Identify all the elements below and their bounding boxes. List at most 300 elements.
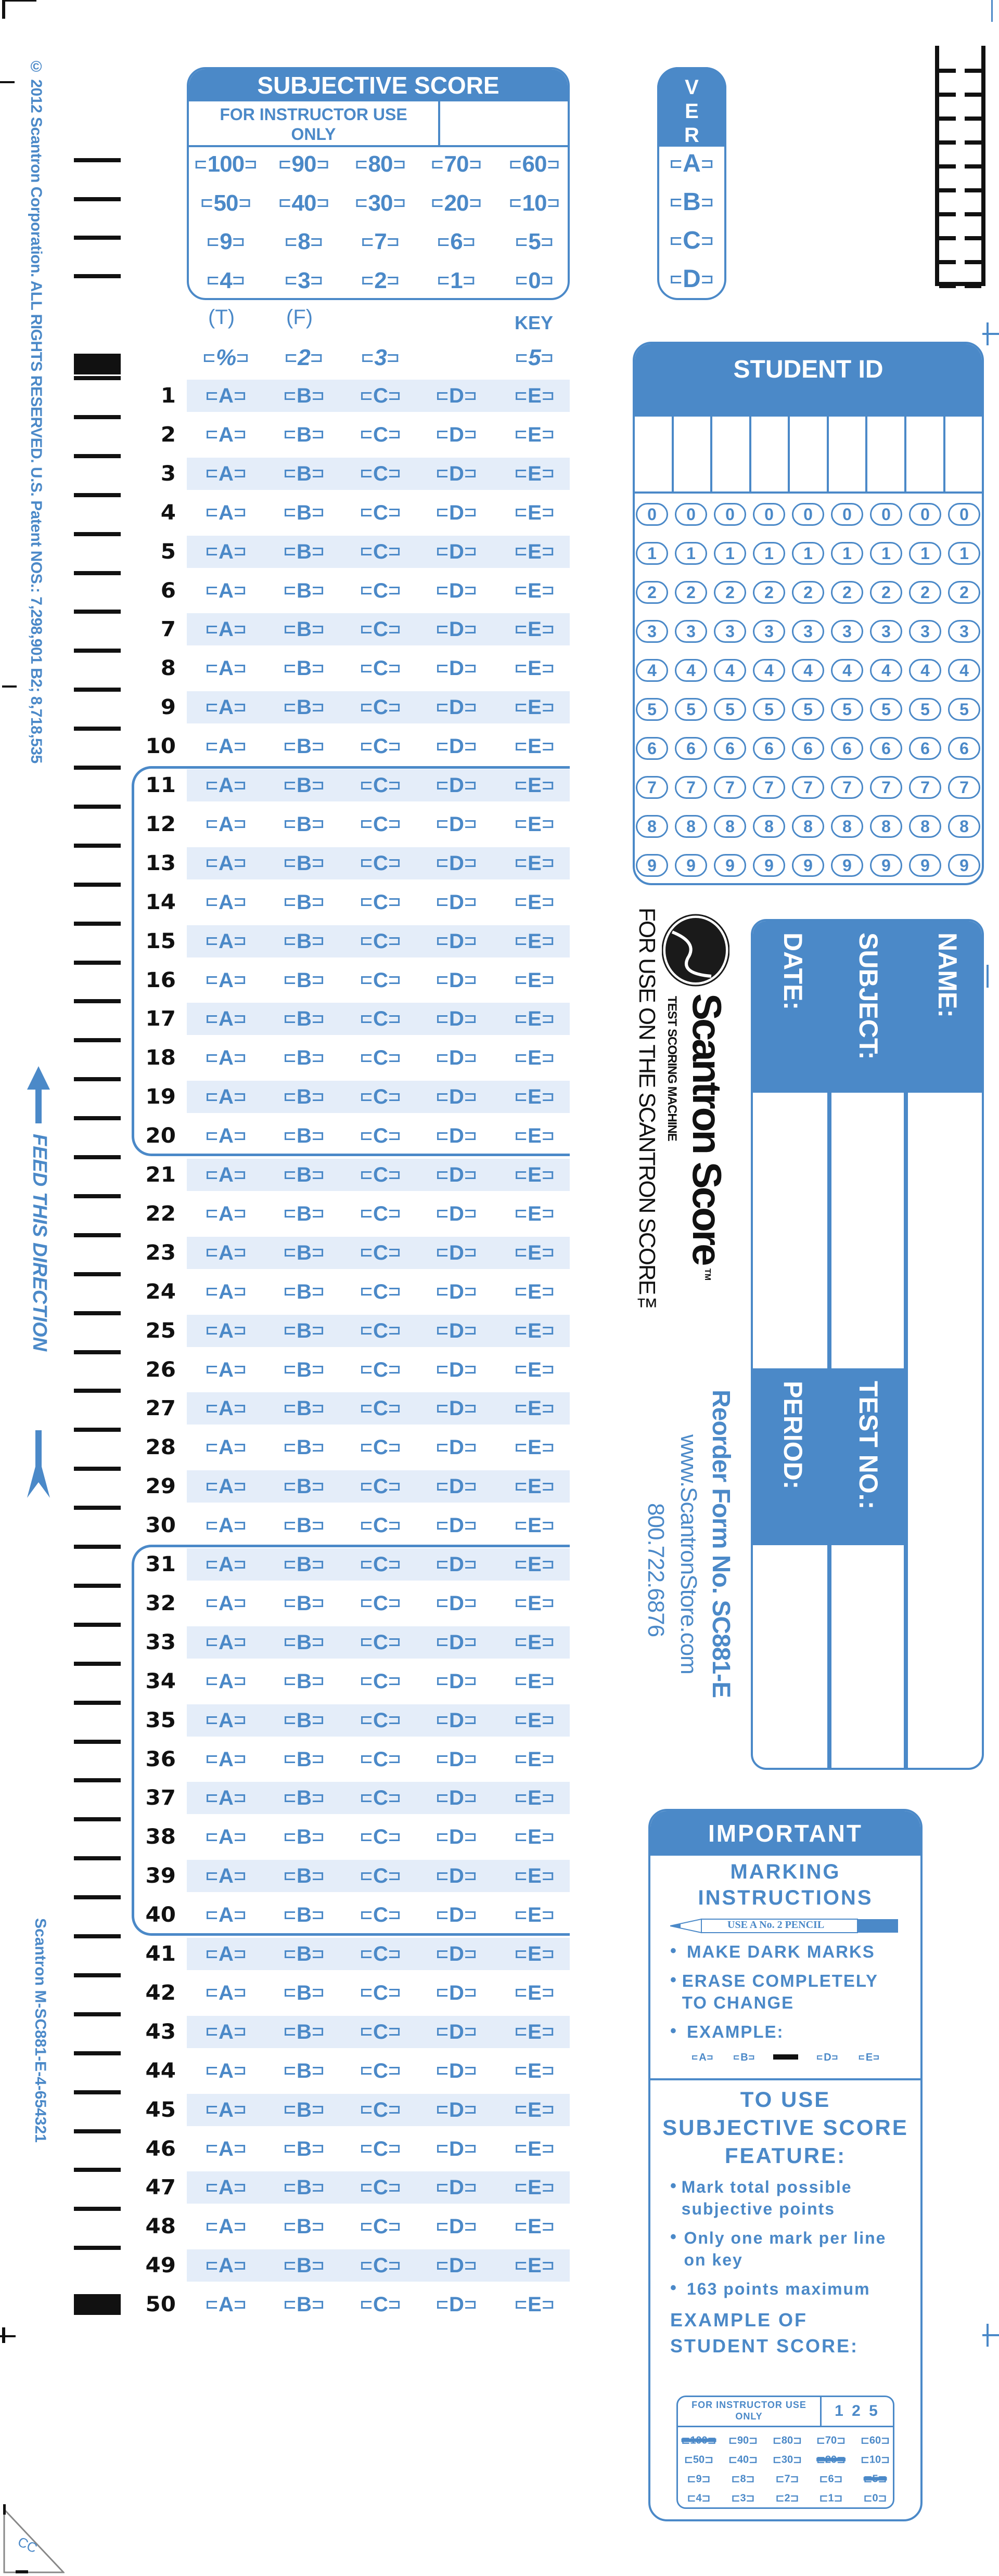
student-id-write-box[interactable] <box>829 416 868 491</box>
student-id-bubble-6[interactable]: 6 <box>792 737 824 760</box>
answer-7-C[interactable] <box>361 619 400 640</box>
student-id-write-box[interactable] <box>751 416 790 491</box>
answer-25-E[interactable] <box>516 1321 553 1341</box>
ladder-rung <box>965 188 981 192</box>
student-id-bubble-0[interactable]: 0 <box>831 503 863 526</box>
subjective-bubble-2[interactable] <box>362 269 398 292</box>
student-id-bubble-8[interactable]: 8 <box>909 815 941 838</box>
ladder-rung <box>965 93 981 97</box>
subjective-bubble-3[interactable] <box>286 269 322 292</box>
student-id-bubble-7[interactable]: 7 <box>870 776 902 799</box>
student-id-bubble-4[interactable]: 4 <box>636 659 668 682</box>
student-id-write-box[interactable] <box>674 416 713 491</box>
student-id-write-box[interactable] <box>945 416 982 491</box>
timing-mark <box>74 2207 121 2211</box>
answer-28-E[interactable] <box>516 1437 553 1458</box>
answer-4-D[interactable] <box>437 502 476 523</box>
date-field[interactable] <box>753 1093 827 1368</box>
answer-42-D[interactable] <box>437 1983 476 2003</box>
student-id-bubble-1[interactable]: 1 <box>870 542 902 565</box>
answer-26-A[interactable] <box>207 1360 245 1380</box>
answer-29-B[interactable] <box>285 1476 323 1497</box>
student-id-bubble-7[interactable]: 7 <box>675 776 707 799</box>
answer-46-D[interactable] <box>437 2139 476 2159</box>
student-id-bubble-1[interactable]: 1 <box>675 542 707 565</box>
answer-8-C[interactable] <box>361 658 400 679</box>
name-field[interactable] <box>908 1093 984 1769</box>
answer-21-E[interactable] <box>516 1164 553 1185</box>
answer-49-D[interactable] <box>437 2255 476 2276</box>
student-id-bubble-2[interactable]: 2 <box>636 581 668 604</box>
answer-41-E[interactable] <box>516 1944 553 1964</box>
student-id-bubble-9[interactable]: 9 <box>870 854 902 877</box>
answer-50-B[interactable] <box>285 2294 323 2315</box>
answer-45-B[interactable] <box>285 2100 323 2120</box>
student-id-bubble-5[interactable]: 5 <box>909 698 941 721</box>
subjective-total-field[interactable] <box>440 101 568 145</box>
subjective-bubble-6[interactable] <box>438 230 474 253</box>
student-id-bubble-3[interactable]: 3 <box>909 620 941 643</box>
ladder-rung <box>965 284 981 288</box>
student-id-bubble-2[interactable]: 2 <box>948 581 980 604</box>
answer-48-D[interactable] <box>437 2216 476 2237</box>
answer-44-A[interactable] <box>207 2061 245 2081</box>
answer-9-C[interactable] <box>361 697 400 718</box>
student-id-bubble-2[interactable]: 2 <box>675 581 707 604</box>
answer-29-E[interactable] <box>516 1476 553 1497</box>
answer-47-E[interactable] <box>516 2177 553 2198</box>
student-id-bubble-8[interactable]: 8 <box>948 815 980 838</box>
answer-41-D[interactable] <box>437 1944 476 1964</box>
answer-44-C[interactable] <box>361 2061 400 2081</box>
student-id-bubble-4[interactable]: 4 <box>714 659 746 682</box>
answer-21-B[interactable] <box>285 1164 323 1185</box>
student-id-bubble-4[interactable]: 4 <box>948 659 980 682</box>
answer-39-D-label: D <box>449 1865 464 1888</box>
answer-7-A[interactable] <box>207 619 245 640</box>
answer-43-B[interactable] <box>285 2022 323 2042</box>
answer-3-A[interactable] <box>207 463 245 484</box>
student-id-bubble-0[interactable]: 0 <box>948 503 980 526</box>
answer-1-A[interactable] <box>207 385 245 406</box>
bubble-bracket-right <box>749 2055 754 2060</box>
student-id-bubble-8[interactable]: 8 <box>675 815 707 838</box>
student-id-bubble-1[interactable]: 1 <box>792 542 824 565</box>
version-bubble-D[interactable] <box>671 267 712 292</box>
student-id-bubble-8[interactable]: 8 <box>753 815 785 838</box>
answer-44-D[interactable] <box>437 2061 476 2081</box>
student-id-bubble-5[interactable]: 5 <box>831 698 863 721</box>
answer-30-D[interactable] <box>437 1515 476 1536</box>
subjective-bubble-7[interactable] <box>362 230 398 253</box>
answer-6-C[interactable] <box>361 580 400 601</box>
student-id-bubble-3[interactable]: 3 <box>831 620 863 643</box>
student-id-bubble-6[interactable]: 6 <box>636 737 668 760</box>
answer-10-D[interactable] <box>437 736 476 757</box>
student-id-write-box[interactable] <box>790 416 829 491</box>
answer-42-E[interactable] <box>516 1983 553 2003</box>
answer-30-E[interactable] <box>516 1515 553 1536</box>
student-id-bubble-6[interactable]: 6 <box>831 737 863 760</box>
answer-28-D[interactable] <box>437 1437 476 1458</box>
example-bubble-E[interactable] <box>859 2052 879 2063</box>
answer-1-C[interactable] <box>361 385 400 406</box>
student-id-bubble-8[interactable]: 8 <box>714 815 746 838</box>
answer-50-E[interactable] <box>516 2294 553 2315</box>
answer-3-E[interactable] <box>516 463 553 484</box>
answer-43-E[interactable] <box>516 2022 553 2042</box>
answer-7-D[interactable] <box>437 619 476 640</box>
period-field[interactable] <box>753 1545 827 1769</box>
answer-2-A[interactable] <box>207 424 245 445</box>
answer-25-C[interactable] <box>361 1321 400 1341</box>
student-id-bubble-1[interactable]: 1 <box>753 542 785 565</box>
answer-5-C[interactable] <box>361 541 400 562</box>
student-id-bubble-9[interactable]: 9 <box>831 854 863 877</box>
answer-5-D[interactable] <box>437 541 476 562</box>
answer-5-A[interactable] <box>207 541 245 562</box>
answer-45-C[interactable] <box>361 2100 400 2120</box>
answer-4-A[interactable] <box>207 502 245 523</box>
bubble-bracket-left <box>362 238 373 246</box>
answer-48-C[interactable] <box>361 2216 400 2237</box>
student-id-bubble-2[interactable]: 2 <box>753 581 785 604</box>
student-id-bubble-3[interactable]: 3 <box>792 620 824 643</box>
answer-9-A[interactable] <box>207 697 245 718</box>
subjective-bubble-9[interactable] <box>208 230 244 253</box>
student-id-bubble-5[interactable]: 5 <box>636 698 668 721</box>
subjective-bubble-60[interactable] <box>510 153 559 176</box>
student-id-bubble-2[interactable]: 2 <box>909 581 941 604</box>
key-bubble-4[interactable] <box>516 346 552 369</box>
student-id-bubble-4[interactable]: 4 <box>675 659 707 682</box>
subjective-bubble-0[interactable] <box>516 269 552 292</box>
version-bubble-C[interactable] <box>671 228 712 253</box>
student-id-bubble-6[interactable]: 6 <box>753 737 785 760</box>
student-id-bubble-3[interactable]: 3 <box>714 620 746 643</box>
student-id-bubble-6[interactable]: 6 <box>909 737 941 760</box>
answer-3-B[interactable] <box>285 463 323 484</box>
answer-9-B[interactable] <box>285 697 323 718</box>
answer-30-A[interactable] <box>207 1515 245 1536</box>
answer-1-E[interactable] <box>516 385 553 406</box>
answer-49-A[interactable] <box>207 2255 245 2276</box>
student-id-bubble-0[interactable]: 0 <box>792 503 824 526</box>
answer-27-E[interactable] <box>516 1398 553 1419</box>
answer-27-D[interactable] <box>437 1398 476 1419</box>
answer-8-B[interactable] <box>285 658 323 679</box>
student-id-bubble-9[interactable]: 9 <box>948 854 980 877</box>
answer-27-A[interactable] <box>207 1398 245 1419</box>
answer-1-B[interactable] <box>285 385 323 406</box>
answer-4-B[interactable] <box>285 502 323 523</box>
answer-47-C[interactable] <box>361 2177 400 2198</box>
student-id-bubble-2[interactable]: 2 <box>792 581 824 604</box>
answer-43-D[interactable] <box>437 2022 476 2042</box>
answer-22-C[interactable] <box>361 1203 400 1224</box>
answer-6-D[interactable] <box>437 580 476 601</box>
answer-7-B[interactable] <box>285 619 323 640</box>
student-id-bubble-4[interactable]: 4 <box>792 659 824 682</box>
answer-24-C[interactable] <box>361 1281 400 1302</box>
answer-5-E[interactable] <box>516 541 553 562</box>
answer-30-C[interactable] <box>361 1515 400 1536</box>
student-id-bubble-9[interactable]: 9 <box>753 854 785 877</box>
answer-46-E[interactable] <box>516 2139 553 2159</box>
answer-25-D[interactable] <box>437 1321 476 1341</box>
example-bubble-D[interactable] <box>817 2052 837 2063</box>
answer-24-A[interactable] <box>207 1281 245 1302</box>
student-id-bubble-4[interactable]: 4 <box>870 659 902 682</box>
subjective-bubble-70[interactable] <box>432 153 481 176</box>
subjective-bubble-80[interactable] <box>356 153 405 176</box>
subjective-bubble-90[interactable] <box>280 153 328 176</box>
student-id-bubble-7[interactable]: 7 <box>831 776 863 799</box>
answer-6-B[interactable] <box>285 580 323 601</box>
student-id-bubble-5[interactable]: 5 <box>675 698 707 721</box>
answer-45-D[interactable] <box>437 2100 476 2120</box>
answer-22-A[interactable] <box>207 1203 245 1224</box>
answer-41-B[interactable] <box>285 1944 323 1964</box>
student-id-bubble-6[interactable]: 6 <box>714 737 746 760</box>
answer-24-D[interactable] <box>437 1281 476 1302</box>
student-id-bubble-3[interactable]: 3 <box>675 620 707 643</box>
bubble-bracket-left <box>437 587 447 594</box>
answer-4-E[interactable] <box>516 502 553 523</box>
student-id-bubble-0[interactable]: 0 <box>909 503 941 526</box>
answer-4-C[interactable] <box>361 502 400 523</box>
student-id-bubble-4[interactable]: 4 <box>909 659 941 682</box>
answer-46-A[interactable] <box>207 2139 245 2159</box>
answer-41-A[interactable] <box>207 1944 245 1964</box>
answer-3-C[interactable] <box>361 463 400 484</box>
answer-43-A[interactable] <box>207 2022 245 2042</box>
student-id-bubble-5[interactable]: 5 <box>870 698 902 721</box>
student-id-bubble-6[interactable]: 6 <box>675 737 707 760</box>
student-id-bubble-2[interactable]: 2 <box>831 581 863 604</box>
test-no-field[interactable] <box>831 1545 904 1769</box>
subjective-bubble-5[interactable] <box>516 230 552 253</box>
answer-29-D[interactable] <box>437 1476 476 1497</box>
answer-48-B[interactable] <box>285 2216 323 2237</box>
subjective-bubble-4-label: 4 <box>220 267 232 293</box>
key-bubble-2[interactable] <box>362 346 398 369</box>
subjective-bubble-1[interactable] <box>438 269 474 292</box>
student-id-bubble-2[interactable]: 2 <box>714 581 746 604</box>
student-id-bubble-0[interactable]: 0 <box>753 503 785 526</box>
example-bubble-A[interactable] <box>692 2052 712 2063</box>
answer-22-B[interactable] <box>285 1203 323 1224</box>
timing-mark <box>74 1350 121 1354</box>
student-id-bubble-8[interactable]: 8 <box>831 815 863 838</box>
student-id-bubble-5[interactable]: 5 <box>948 698 980 721</box>
student-id-bubble-1[interactable]: 1 <box>636 542 668 565</box>
subject-field[interactable] <box>831 1093 904 1368</box>
answer-21-D[interactable] <box>437 1164 476 1185</box>
answer-42-B[interactable] <box>285 1983 323 2003</box>
answer-23-C[interactable] <box>361 1242 400 1263</box>
student-id-bubble-9[interactable]: 9 <box>792 854 824 877</box>
subjective-bubble-100[interactable] <box>196 153 256 176</box>
student-id-bubble-1[interactable]: 1 <box>948 542 980 565</box>
answer-41-C[interactable] <box>361 1944 400 1964</box>
answer-6-E[interactable] <box>516 580 553 601</box>
student-id-bubble-8[interactable]: 8 <box>792 815 824 838</box>
answer-3-D[interactable] <box>437 463 476 484</box>
answer-27-C[interactable] <box>361 1398 400 1419</box>
answer-25-B[interactable] <box>285 1321 323 1341</box>
student-id-bubble-7[interactable]: 7 <box>909 776 941 799</box>
answer-29-A[interactable] <box>207 1476 245 1497</box>
answer-22-D[interactable] <box>437 1203 476 1224</box>
answer-48-E[interactable] <box>516 2216 553 2237</box>
student-id-bubble-7[interactable]: 7 <box>636 776 668 799</box>
answer-44-B[interactable] <box>285 2061 323 2081</box>
answer-50-A[interactable] <box>207 2294 245 2315</box>
student-id-bubble-0[interactable]: 0 <box>636 503 668 526</box>
student-id-bubble-1[interactable]: 1 <box>831 542 863 565</box>
answer-21-C[interactable] <box>361 1164 400 1185</box>
student-id-bubble-3[interactable]: 3 <box>636 620 668 643</box>
student-id-bubble-6[interactable]: 6 <box>948 737 980 760</box>
answer-44-E[interactable] <box>516 2061 553 2081</box>
answer-49-B[interactable] <box>285 2255 323 2276</box>
answer-28-A[interactable] <box>207 1437 245 1458</box>
answer-49-C[interactable] <box>361 2255 400 2276</box>
student-id-bubble-6[interactable]: 6 <box>870 737 902 760</box>
subjective-bubble-4[interactable] <box>208 269 244 292</box>
answer-26-E[interactable] <box>516 1360 553 1380</box>
student-id-bubble-5[interactable]: 5 <box>753 698 785 721</box>
student-id-bubble-9[interactable]: 9 <box>714 854 746 877</box>
answer-2-E[interactable] <box>516 424 553 445</box>
student-id-write-box[interactable] <box>635 416 674 491</box>
subjective-bubble-40[interactable] <box>280 192 328 215</box>
answer-23-A[interactable] <box>207 1242 245 1263</box>
answer-10-E[interactable] <box>516 736 553 757</box>
student-id-bubble-5[interactable]: 5 <box>792 698 824 721</box>
subjective-bubble-50[interactable] <box>202 192 250 215</box>
answer-8-E[interactable] <box>516 658 553 679</box>
bubble-bracket-left <box>280 199 290 207</box>
student-id-bubble-4[interactable]: 4 <box>831 659 863 682</box>
student-id-bubble-3[interactable]: 3 <box>753 620 785 643</box>
answer-9-E[interactable] <box>516 697 553 718</box>
answer-23-E[interactable] <box>516 1242 553 1263</box>
answer-49-E[interactable] <box>516 2255 553 2276</box>
subjective-bubble-30[interactable] <box>356 192 405 215</box>
answer-30-B[interactable] <box>285 1515 323 1536</box>
answer-6-A[interactable] <box>207 580 245 601</box>
answer-24-E[interactable] <box>516 1281 553 1302</box>
answer-22-E[interactable] <box>516 1203 553 1224</box>
answer-42-C[interactable] <box>361 1983 400 2003</box>
answer-25-A[interactable] <box>207 1321 245 1341</box>
key-bubble-0[interactable] <box>204 346 248 369</box>
subjective-bubble-20[interactable] <box>432 192 481 215</box>
student-id-bubble-7[interactable]: 7 <box>753 776 785 799</box>
answer-24-B[interactable] <box>285 1281 323 1302</box>
answer-23-B[interactable] <box>285 1242 323 1263</box>
student-id-bubble-1[interactable]: 1 <box>909 542 941 565</box>
answer-26-B[interactable] <box>285 1360 323 1380</box>
answer-43-C[interactable] <box>361 2022 400 2042</box>
student-id-bubble-0[interactable]: 0 <box>870 503 902 526</box>
student-id-bubble-7[interactable]: 7 <box>714 776 746 799</box>
website-link[interactable]: www.ScantronStore.com <box>676 1434 701 1674</box>
student-id-bubble-9[interactable]: 9 <box>636 854 668 877</box>
student-id-bubble-9[interactable]: 9 <box>909 854 941 877</box>
student-id-bubble-0[interactable]: 0 <box>675 503 707 526</box>
bubble-bracket-right <box>465 1950 476 1958</box>
student-id-bubble-3[interactable]: 3 <box>870 620 902 643</box>
answer-7-E[interactable] <box>516 619 553 640</box>
key-bubble-1[interactable] <box>286 346 322 369</box>
student-id-bubble-4[interactable]: 4 <box>753 659 785 682</box>
answer-9-D[interactable] <box>437 697 476 718</box>
student-id-bubble-7[interactable]: 7 <box>948 776 980 799</box>
answer-46-C[interactable] <box>361 2139 400 2159</box>
answer-50-D[interactable] <box>437 2294 476 2315</box>
student-id-write-box[interactable] <box>712 416 751 491</box>
answer-50-C[interactable] <box>361 2294 400 2315</box>
answer-8-D[interactable] <box>437 658 476 679</box>
student-id-bubble-3[interactable]: 3 <box>948 620 980 643</box>
answer-46-B[interactable] <box>285 2139 323 2159</box>
student-id-bubble-5[interactable]: 5 <box>714 698 746 721</box>
student-id-write-box[interactable] <box>867 416 906 491</box>
student-id-bubble-8[interactable]: 8 <box>870 815 902 838</box>
answer-2-B[interactable] <box>285 424 323 445</box>
version-bubble-A[interactable] <box>671 151 712 176</box>
subjective-bubble-8[interactable] <box>286 230 322 253</box>
answer-48-A[interactable] <box>207 2216 245 2237</box>
student-id-bubble-1[interactable]: 1 <box>714 542 746 565</box>
version-bubble-B[interactable] <box>671 190 712 215</box>
student-id-write-box[interactable] <box>906 416 945 491</box>
answer-26-D[interactable] <box>437 1360 476 1380</box>
student-id-bubble-8[interactable]: 8 <box>636 815 668 838</box>
subjective-bubble-10[interactable] <box>510 192 559 215</box>
answer-2-D[interactable] <box>437 424 476 445</box>
answer-42-A[interactable] <box>207 1983 245 2003</box>
answer-26-C[interactable] <box>361 1360 400 1380</box>
answer-8-A[interactable] <box>207 658 245 679</box>
answer-21-A[interactable] <box>207 1164 245 1185</box>
answer-45-E[interactable] <box>516 2100 553 2120</box>
answer-28-B[interactable] <box>285 1437 323 1458</box>
answer-10-C[interactable] <box>361 736 400 757</box>
answer-10-A[interactable] <box>207 736 245 757</box>
answer-29-C[interactable] <box>361 1476 400 1497</box>
answer-28-C[interactable] <box>361 1437 400 1458</box>
answer-47-B[interactable] <box>285 2177 323 2198</box>
answer-23-D[interactable] <box>437 1242 476 1263</box>
example-bubble-B[interactable] <box>734 2052 754 2063</box>
student-id-bubble-9[interactable]: 9 <box>675 854 707 877</box>
student-id-bubble-0[interactable]: 0 <box>714 503 746 526</box>
answer-47-D[interactable] <box>437 2177 476 2198</box>
answer-10-B[interactable] <box>285 736 323 757</box>
answer-5-B[interactable] <box>285 541 323 562</box>
answer-1-D[interactable] <box>437 385 476 406</box>
student-id-bubble-7[interactable]: 7 <box>792 776 824 799</box>
answer-27-B[interactable] <box>285 1398 323 1419</box>
answer-47-A[interactable] <box>207 2177 245 2198</box>
answer-45-A[interactable] <box>207 2100 245 2120</box>
student-id-bubble-2[interactable]: 2 <box>870 581 902 604</box>
answer-2-C[interactable] <box>361 424 400 445</box>
